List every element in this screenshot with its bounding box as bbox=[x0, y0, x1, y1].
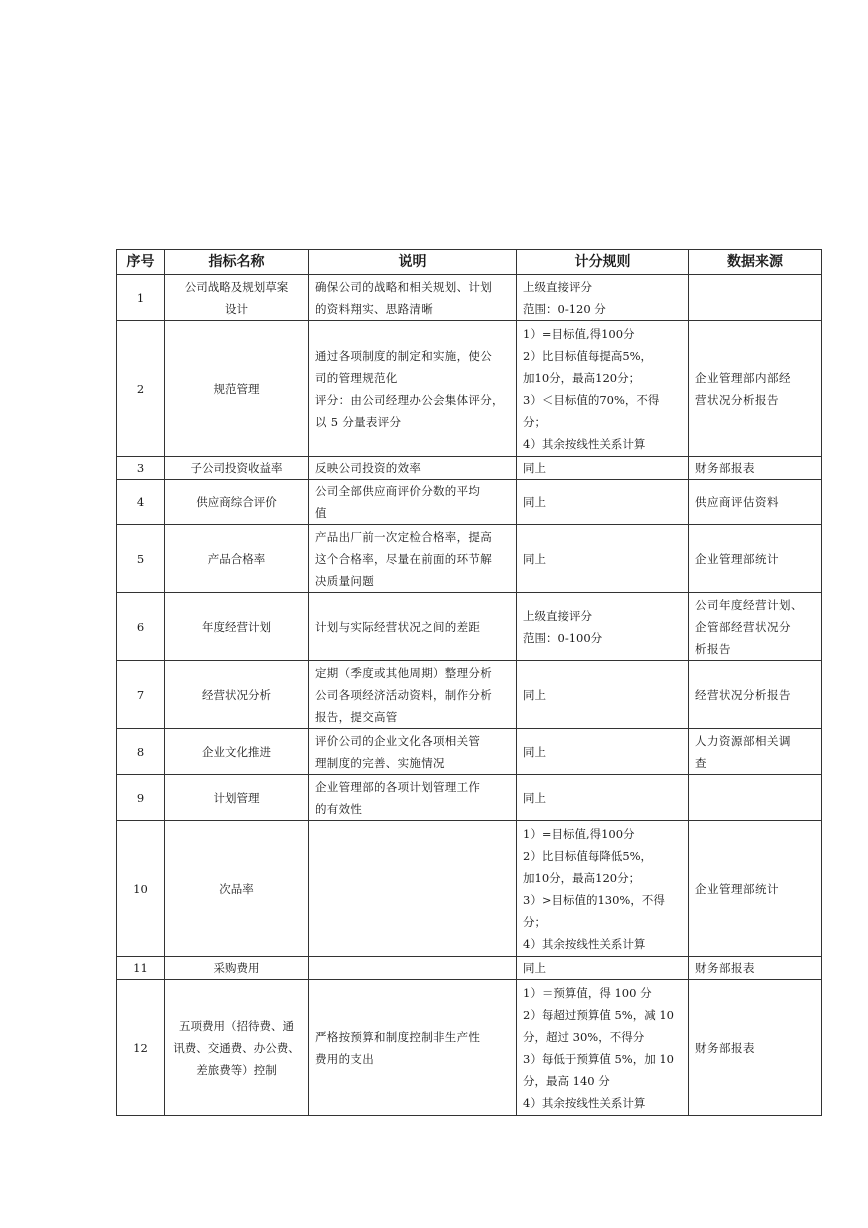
cell-source-line: 企业管理部统计 bbox=[695, 551, 779, 566]
cell-rule bbox=[517, 980, 689, 1116]
table-row bbox=[117, 593, 822, 661]
cell-source-line: 公司年度经营计划、 bbox=[695, 597, 803, 612]
cell-rule bbox=[517, 729, 689, 775]
cell-rule-line: 同上 bbox=[523, 961, 546, 975]
table-row bbox=[117, 821, 822, 957]
cell-desc bbox=[309, 457, 517, 480]
cell-desc-line: 这个合格率，尽量在前面的环节解 bbox=[315, 551, 492, 566]
cell-desc-line: 报告，提交高管 bbox=[315, 709, 398, 724]
cell-rule bbox=[517, 480, 689, 525]
table-row bbox=[117, 729, 822, 775]
cell-source bbox=[689, 661, 822, 729]
cell-name-line: 次品率 bbox=[219, 881, 254, 896]
cell-rule-line: 范围：0-120 分 bbox=[523, 301, 606, 316]
cell-no: 4 bbox=[117, 480, 165, 525]
cell-name-line: 产品合格率 bbox=[207, 551, 266, 566]
cell-no: 3 bbox=[117, 457, 165, 480]
cell-name-line: 讯费、交通费、办公费、 bbox=[173, 1040, 300, 1055]
cell-rule-line: 4）其余按线性关系计算 bbox=[523, 1095, 646, 1110]
cell-rule bbox=[517, 593, 689, 661]
table-row bbox=[117, 457, 822, 480]
cell-name bbox=[165, 980, 309, 1116]
cell-rule-line: 4）其余按线性关系计算 bbox=[523, 436, 646, 451]
cell-no: 1 bbox=[117, 275, 165, 321]
cell-source-line: 供应商评估资料 bbox=[695, 495, 779, 509]
cell-source-line: 财务部报表 bbox=[695, 461, 755, 475]
cell-desc-line: 通过各项制度的制定和实施，使公 bbox=[315, 348, 492, 363]
cell-source bbox=[689, 593, 822, 661]
cell-desc bbox=[309, 321, 517, 457]
cell-name-line: 年度经营计划 bbox=[202, 619, 271, 634]
cell-desc-line: 评分：由公司经理办公会集体评分， bbox=[315, 392, 504, 407]
header-no: 序号 bbox=[117, 250, 165, 275]
cell-rule-line: 同上 bbox=[523, 790, 546, 805]
cell-name bbox=[165, 957, 309, 980]
header-name: 指标名称 bbox=[165, 250, 309, 275]
cell-source-line: 经营状况分析报告 bbox=[695, 687, 791, 702]
cell-desc bbox=[309, 480, 517, 525]
cell-desc-line: 公司各项经济活动资料，制作分析 bbox=[315, 687, 492, 702]
cell-no: 8 bbox=[117, 729, 165, 775]
cell-source-line: 企管部经营状况分 bbox=[695, 619, 791, 634]
table-row bbox=[117, 480, 822, 525]
cell-source-line: 营状况分析报告 bbox=[695, 392, 779, 407]
cell-name bbox=[165, 775, 309, 821]
cell-rule-line: 分，最高 140 分 bbox=[523, 1073, 610, 1088]
cell-rule-line: 加10分，最高120分； bbox=[523, 870, 641, 885]
cell-desc-line: 企业管理部的各项计划管理工作 bbox=[315, 779, 481, 794]
cell-name bbox=[165, 661, 309, 729]
cell-desc-line: 定期（季度或其他周期）整理分析 bbox=[315, 665, 492, 680]
cell-source bbox=[689, 321, 822, 457]
cell-rule-line: 范围：0-100分 bbox=[523, 630, 603, 645]
cell-name-line: 企业文化推进 bbox=[202, 744, 271, 759]
cell-source bbox=[689, 480, 822, 525]
cell-source-line: 人力资源部相关调 bbox=[695, 733, 791, 748]
cell-source-line: 财务部报表 bbox=[695, 1040, 755, 1055]
cell-desc-line: 费用的支出 bbox=[315, 1051, 374, 1066]
cell-name-line: 子公司投资收益率 bbox=[190, 461, 283, 475]
cell-desc bbox=[309, 525, 517, 593]
cell-rule-line: 分； bbox=[523, 914, 546, 929]
table-row bbox=[117, 980, 822, 1116]
cell-desc bbox=[309, 593, 517, 661]
cell-rule bbox=[517, 661, 689, 729]
cell-no: 2 bbox=[117, 321, 165, 457]
cell-rule bbox=[517, 775, 689, 821]
header-desc: 说明 bbox=[309, 250, 517, 275]
cell-rule bbox=[517, 525, 689, 593]
cell-source bbox=[689, 775, 822, 821]
cell-name bbox=[165, 821, 309, 957]
cell-name-line: 差旅费等）控制 bbox=[196, 1062, 277, 1077]
cell-source bbox=[689, 980, 822, 1116]
cell-desc-line: 评价公司的企业文化各项相关管 bbox=[315, 733, 481, 748]
cell-source-line: 析报告 bbox=[695, 641, 731, 656]
cell-no: 9 bbox=[117, 775, 165, 821]
cell-desc-line: 的有效性 bbox=[315, 801, 363, 816]
cell-desc bbox=[309, 957, 517, 980]
cell-desc bbox=[309, 821, 517, 957]
cell-desc-line: 理制度的完善、实施情况 bbox=[315, 755, 445, 770]
header-source: 数据来源 bbox=[689, 250, 822, 275]
table-row bbox=[117, 275, 822, 321]
cell-source bbox=[689, 525, 822, 593]
cell-name bbox=[165, 275, 309, 321]
cell-rule-line: 3）每低于预算值 5%，加 10 bbox=[523, 1051, 675, 1066]
cell-source bbox=[689, 275, 822, 321]
cell-name-line: 计划管理 bbox=[213, 790, 260, 805]
cell-desc-line: 产品出厂前一次定检合格率，提高 bbox=[315, 529, 492, 544]
table-header-row bbox=[117, 250, 822, 275]
table-row bbox=[117, 775, 822, 821]
cell-desc-line: 严格按预算和制度控制非生产性 bbox=[315, 1029, 481, 1044]
cell-rule bbox=[517, 957, 689, 980]
header-rule: 计分规则 bbox=[517, 250, 689, 275]
cell-rule bbox=[517, 275, 689, 321]
cell-rule-line: 分，超过 30%，不得分 bbox=[523, 1029, 645, 1044]
cell-name-line: 设计 bbox=[225, 301, 248, 316]
cell-desc bbox=[309, 775, 517, 821]
cell-rule-line: 同上 bbox=[523, 495, 546, 509]
cell-no: 10 bbox=[117, 821, 165, 957]
cell-desc-line: 司的管理规范化 bbox=[315, 370, 398, 385]
cell-source-line: 企业管理部内部经 bbox=[695, 370, 791, 385]
cell-rule-line: 上级直接评分 bbox=[523, 279, 592, 294]
table-row bbox=[117, 525, 822, 593]
cell-desc-line: 确保公司的战略和相关规划、计划 bbox=[315, 279, 492, 294]
table-row bbox=[117, 957, 822, 980]
cell-name bbox=[165, 593, 309, 661]
cell-rule bbox=[517, 821, 689, 957]
cell-name-line: 公司战略及规划草案 bbox=[184, 279, 289, 294]
cell-rule-line: 4）其余按线性关系计算 bbox=[523, 936, 646, 951]
table-body bbox=[117, 275, 822, 1116]
cell-desc-line: 决质量问题 bbox=[315, 573, 374, 588]
cell-no: 11 bbox=[117, 957, 165, 980]
cell-rule-line: 同上 bbox=[523, 461, 546, 475]
cell-rule bbox=[517, 321, 689, 457]
cell-name-line: 供应商综合评价 bbox=[196, 495, 277, 509]
cell-rule-line: 1）=目标值,得100分 bbox=[523, 826, 635, 841]
cell-rule-line: 3）>目标值的130%，不得 bbox=[523, 892, 665, 907]
cell-name-line: 经营状况分析 bbox=[202, 687, 271, 702]
cell-rule-line: 2）比目标值每降低5%， bbox=[523, 848, 653, 863]
cell-name bbox=[165, 457, 309, 480]
cell-desc-line: 计划与实际经营状况之间的差距 bbox=[315, 619, 481, 634]
cell-name bbox=[165, 480, 309, 525]
cell-name-line: 采购费用 bbox=[213, 961, 260, 975]
cell-no: 6 bbox=[117, 593, 165, 661]
cell-desc-line: 反映公司投资的效率 bbox=[315, 461, 422, 475]
cell-source bbox=[689, 957, 822, 980]
cell-desc-line: 值 bbox=[315, 506, 327, 520]
cell-rule-line: 加10分，最高120分； bbox=[523, 370, 641, 385]
cell-no: 5 bbox=[117, 525, 165, 593]
cell-source-line: 查 bbox=[695, 755, 707, 770]
cell-desc-line: 公司全部供应商评价分数的平均 bbox=[315, 484, 481, 498]
cell-rule-line: 分； bbox=[523, 414, 546, 429]
cell-name bbox=[165, 525, 309, 593]
cell-source-line: 财务部报表 bbox=[695, 961, 755, 975]
cell-rule-line: 1）=目标值,得100分 bbox=[523, 326, 635, 341]
cell-no: 12 bbox=[117, 980, 165, 1116]
cell-rule-line: 同上 bbox=[523, 687, 546, 702]
cell-no: 7 bbox=[117, 661, 165, 729]
cell-desc bbox=[309, 275, 517, 321]
cell-source bbox=[689, 457, 822, 480]
cell-source bbox=[689, 821, 822, 957]
cell-name bbox=[165, 321, 309, 457]
cell-rule-line: 2）每超过预算值 5%，减 10 bbox=[523, 1007, 675, 1022]
kpi-table bbox=[116, 249, 822, 1116]
cell-desc-line: 以 5 分量表评分 bbox=[315, 414, 402, 429]
cell-source bbox=[689, 729, 822, 775]
cell-source-line: 企业管理部统计 bbox=[695, 881, 779, 896]
table-row bbox=[117, 321, 822, 457]
cell-desc bbox=[309, 661, 517, 729]
cell-desc bbox=[309, 729, 517, 775]
cell-desc bbox=[309, 980, 517, 1116]
cell-rule-line: 上级直接评分 bbox=[523, 608, 592, 623]
table-row bbox=[117, 661, 822, 729]
cell-rule bbox=[517, 457, 689, 480]
cell-rule-line: 1）＝预算值，得 100 分 bbox=[523, 985, 652, 1000]
cell-rule-line: 3）＜目标值的70%，不得 bbox=[523, 392, 660, 407]
cell-desc-line: 的资料翔实、思路清晰 bbox=[315, 301, 433, 316]
cell-name bbox=[165, 729, 309, 775]
cell-name-line: 五项费用（招待费、通 bbox=[179, 1018, 294, 1033]
cell-rule-line: 同上 bbox=[523, 744, 546, 759]
cell-rule-line: 2）比目标值每提高5%， bbox=[523, 348, 653, 363]
cell-name-line: 规范管理 bbox=[213, 381, 260, 396]
kpi-table-wrapper bbox=[116, 249, 821, 1116]
cell-rule-line: 同上 bbox=[523, 551, 546, 566]
